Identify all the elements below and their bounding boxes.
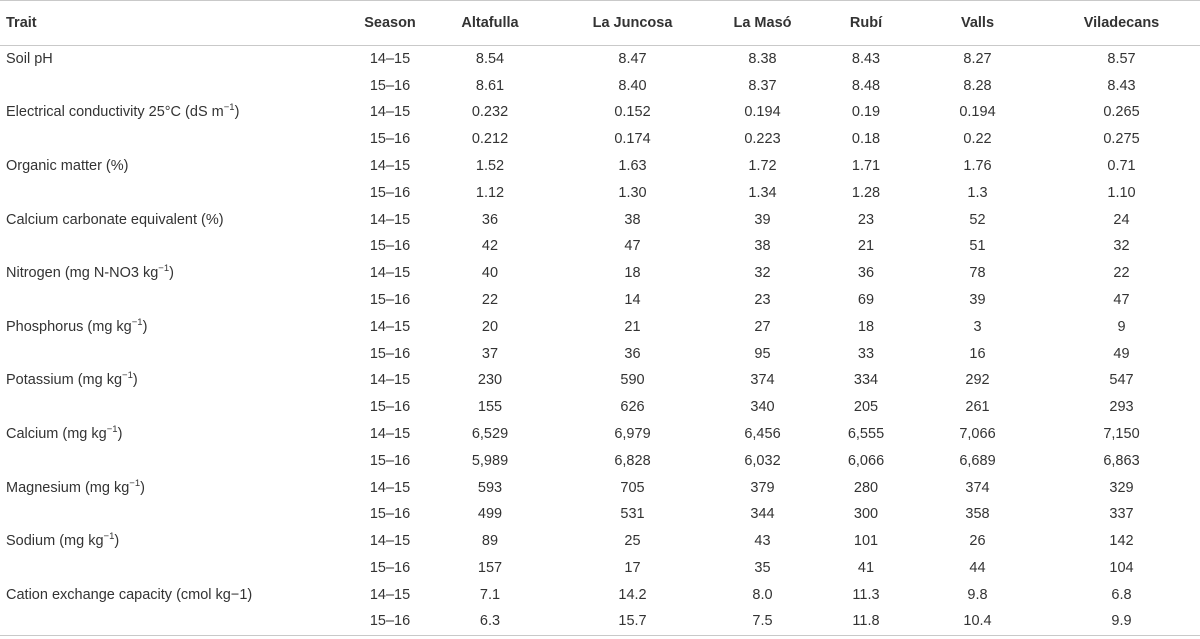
season-cell: 14–15: [369, 479, 411, 496]
season-cell: 15–16: [369, 77, 411, 94]
value-cell: 1.3: [967, 184, 988, 201]
value-cell: 8.47: [618, 51, 647, 68]
table-row: [0, 99, 1200, 126]
season-cell: 15–16: [369, 131, 411, 148]
value-cell: 52: [969, 211, 986, 228]
trait-label: Magnesium (mg kg: [6, 479, 130, 496]
value-cell: 1.12: [475, 184, 505, 201]
value-cell: 8.27: [963, 51, 992, 68]
value-cell: 9.8: [967, 586, 988, 603]
season-cell: 15–16: [369, 238, 411, 255]
value-cell: 0.223: [744, 131, 781, 148]
value-cell: 1.52: [475, 158, 505, 175]
season-cell: 14–15: [369, 372, 411, 389]
trait-unit-exponent: −1: [106, 424, 118, 436]
value-cell: 329: [1109, 479, 1134, 496]
trait-label: Potassium (mg kg: [6, 372, 123, 389]
value-cell: 40: [481, 265, 499, 282]
value-cell: 230: [477, 372, 503, 389]
value-cell: 531: [620, 506, 645, 523]
table-row: [0, 260, 1200, 287]
value-cell: 104: [1109, 560, 1134, 577]
value-cell: 26: [969, 533, 986, 550]
value-cell: 142: [1109, 533, 1134, 550]
value-cell: 0.22: [963, 131, 992, 148]
trait-unit-exponent: −1: [122, 370, 133, 382]
season-cell: 15–16: [369, 452, 411, 469]
table-row: [0, 126, 1200, 153]
value-cell: 49: [1113, 345, 1130, 362]
table-row: [0, 233, 1200, 260]
trait-cell: [0, 394, 330, 421]
value-cell: 7.1: [479, 586, 501, 603]
value-cell: 6,456: [744, 426, 781, 443]
value-cell: 6,979: [614, 426, 651, 443]
trait-label: Calcium carbonate equivalent (%): [6, 211, 224, 228]
value-cell: 499: [477, 506, 503, 523]
value-cell: 18: [857, 318, 875, 335]
value-cell: 3: [973, 318, 982, 335]
value-cell: 292: [965, 372, 990, 389]
value-cell: 69: [857, 292, 875, 309]
value-cell: 36: [624, 345, 641, 362]
value-cell: 0.174: [614, 131, 651, 148]
header-site-la-juncosa: La Juncosa: [560, 1, 705, 46]
value-cell: 22: [481, 292, 499, 309]
trait-cell: [0, 206, 330, 233]
table-row: [0, 501, 1200, 528]
value-cell: 17: [624, 560, 641, 577]
value-cell: 205: [853, 399, 879, 416]
trait-label-suffix: ): [234, 104, 240, 121]
value-cell: 101: [853, 533, 879, 550]
trait-label: Calcium (mg kg: [6, 426, 107, 443]
value-cell: 9.9: [1043, 608, 1200, 635]
table-row: [0, 421, 1200, 448]
value-cell: 8.43: [851, 51, 881, 68]
trait-cell: [0, 179, 330, 206]
value-cell: 0.212: [471, 131, 509, 148]
season-cell: 14–15: [369, 104, 411, 121]
value-cell: 0.71: [1107, 158, 1136, 175]
value-cell: 6,828: [614, 452, 651, 469]
value-cell: 0.19: [851, 104, 881, 121]
trait-label: Phosphorus (mg kg: [6, 318, 132, 335]
season-cell: 14–15: [369, 158, 411, 175]
trait-label-suffix: ): [117, 426, 123, 443]
trait-cell: [0, 340, 330, 367]
value-cell: 36: [481, 211, 499, 228]
value-cell: 1.76: [963, 158, 992, 175]
value-cell: 51: [969, 238, 986, 255]
trait-cell: [0, 233, 330, 260]
trait-cell: [0, 608, 330, 635]
value-cell: 32: [1113, 238, 1130, 255]
season-cell: 14–15: [369, 51, 411, 68]
trait-unit-exponent: −1: [129, 477, 141, 489]
trait-label: Soil pH: [6, 51, 53, 68]
value-cell: 1.10: [1107, 184, 1136, 201]
value-cell: 21: [624, 318, 641, 335]
table-body: [0, 46, 1200, 636]
value-cell: 38: [754, 238, 771, 255]
value-cell: 6,555: [847, 426, 885, 443]
value-cell: 33: [857, 345, 875, 362]
value-cell: 593: [477, 479, 503, 496]
value-cell: 590: [620, 372, 645, 389]
value-cell: 41: [857, 560, 875, 577]
trait-cell: [0, 555, 330, 582]
trait-cell: [0, 581, 330, 608]
value-cell: 15.7: [560, 608, 705, 635]
value-cell: 8.48: [851, 77, 881, 94]
value-cell: 6,066: [847, 452, 885, 469]
value-cell: 6.8: [1111, 586, 1132, 603]
value-cell: 11.8: [820, 608, 912, 635]
season-cell: 15–16: [369, 506, 411, 523]
value-cell: 7,150: [1103, 426, 1140, 443]
trait-label-suffix: ): [114, 533, 120, 550]
header-season: Season: [330, 1, 420, 46]
trait-cell: [0, 126, 330, 153]
value-cell: 0.152: [614, 104, 651, 121]
trait-cell: [0, 99, 330, 126]
trait-label-suffix: ): [140, 479, 145, 496]
header-site-valls: Valls: [912, 1, 1043, 46]
value-cell: 8.0: [752, 586, 773, 603]
table-row: [0, 340, 1200, 367]
table-row: [0, 206, 1200, 233]
trait-cell: [0, 367, 330, 394]
trait-label: Nitrogen (mg N-NO3 kg: [6, 265, 159, 282]
trait-cell: [0, 153, 330, 180]
season-cell: 14–15: [369, 426, 411, 443]
season-cell: 14–15: [369, 318, 411, 335]
trait-label-suffix: ): [142, 318, 148, 335]
value-cell: 37: [481, 345, 499, 362]
value-cell: 547: [1109, 372, 1134, 389]
value-cell: 1.72: [748, 158, 777, 175]
trait-label-suffix: ): [169, 265, 174, 282]
value-cell: 0.18: [851, 131, 881, 148]
value-cell: 6,863: [1103, 452, 1140, 469]
table-row: [0, 608, 1200, 635]
value-cell: 6,032: [744, 452, 781, 469]
value-cell: 6,689: [959, 452, 996, 469]
value-cell: 358: [965, 506, 990, 523]
value-cell: 14: [624, 292, 641, 309]
value-cell: 8.40: [618, 77, 647, 94]
season-cell: 15–16: [369, 184, 411, 201]
value-cell: 8.37: [748, 77, 777, 94]
season-cell: 15–16: [330, 608, 420, 635]
trait-cell: [0, 447, 330, 474]
table-row: [0, 581, 1200, 608]
value-cell: 8.28: [963, 77, 992, 94]
value-cell: 300: [853, 506, 879, 523]
value-cell: 5,989: [471, 452, 509, 469]
value-cell: 344: [750, 506, 775, 523]
value-cell: 42: [481, 238, 499, 255]
value-cell: 16: [969, 345, 986, 362]
value-cell: 8.54: [475, 51, 505, 68]
season-cell: 15–16: [369, 345, 411, 362]
value-cell: 157: [477, 560, 503, 577]
trait-cell: [0, 474, 330, 501]
table-row: [0, 287, 1200, 314]
value-cell: 8.43: [1107, 77, 1136, 94]
table-row: [0, 179, 1200, 206]
value-cell: 261: [965, 399, 990, 416]
value-cell: 23: [857, 211, 875, 228]
value-cell: 334: [853, 372, 879, 389]
value-cell: 337: [1109, 506, 1134, 523]
value-cell: 27: [754, 318, 771, 335]
trait-label-suffix: ): [132, 372, 138, 389]
value-cell: 705: [620, 479, 645, 496]
value-cell: 78: [969, 265, 986, 282]
value-cell: 6.3: [420, 608, 560, 635]
value-cell: 1.63: [618, 158, 647, 175]
value-cell: 1.34: [748, 184, 777, 201]
value-cell: 0.265: [1103, 104, 1140, 121]
value-cell: 0.275: [1103, 131, 1140, 148]
trait-label: Sodium (mg kg: [6, 533, 104, 550]
value-cell: 8.57: [1107, 51, 1136, 68]
value-cell: 374: [965, 479, 990, 496]
value-cell: 8.61: [475, 77, 505, 94]
table-header-row: [0, 1, 1200, 46]
value-cell: 25: [624, 533, 641, 550]
trait-cell: [0, 528, 330, 555]
table-row: [0, 153, 1200, 180]
season-cell: 14–15: [369, 586, 411, 603]
value-cell: 0.194: [744, 104, 781, 121]
value-cell: 340: [750, 399, 775, 416]
value-cell: 7,066: [959, 426, 996, 443]
season-cell: 14–15: [369, 211, 411, 228]
table-row: [0, 528, 1200, 555]
value-cell: 32: [754, 265, 771, 282]
header-site-la-maso: La Masó: [705, 1, 820, 46]
table-row: [0, 72, 1200, 99]
trait-unit-exponent: −1: [223, 102, 235, 114]
trait-cell: [0, 501, 330, 528]
value-cell: 626: [620, 399, 645, 416]
value-cell: 47: [624, 238, 641, 255]
value-cell: 14.2: [618, 586, 647, 603]
trait-label: Organic matter (%): [6, 158, 129, 175]
value-cell: 89: [481, 533, 499, 550]
value-cell: 22: [1113, 265, 1130, 282]
value-cell: 38: [624, 211, 641, 228]
season-cell: 15–16: [369, 560, 411, 577]
header-site-rubi: Rubí: [820, 1, 912, 46]
table-row: [0, 394, 1200, 421]
value-cell: 1.71: [851, 158, 881, 175]
trait-label: Cation exchange capacity (cmol kg−1): [6, 586, 253, 603]
season-cell: 15–16: [369, 399, 411, 416]
value-cell: 24: [1113, 211, 1130, 228]
trait-cell: [0, 421, 330, 448]
table-row: [0, 367, 1200, 394]
value-cell: 39: [969, 292, 986, 309]
table-row: [0, 474, 1200, 501]
header-trait: Trait: [0, 1, 330, 46]
value-cell: 36: [857, 265, 875, 282]
value-cell: 1.30: [618, 184, 647, 201]
value-cell: 10.4: [912, 608, 1043, 635]
value-cell: 9: [1117, 318, 1126, 335]
trait-unit-exponent: −1: [103, 531, 115, 543]
value-cell: 39: [754, 211, 771, 228]
trait-unit-exponent: −1: [158, 263, 170, 275]
season-cell: 15–16: [369, 292, 411, 309]
value-cell: 23: [754, 292, 771, 309]
season-cell: 14–15: [369, 265, 411, 282]
trait-cell: [0, 46, 330, 73]
value-cell: 293: [1109, 399, 1134, 416]
table-row: [0, 46, 1200, 73]
value-cell: 44: [969, 560, 986, 577]
value-cell: 7.5: [705, 608, 820, 635]
value-cell: 0.194: [959, 104, 996, 121]
value-cell: 95: [754, 345, 771, 362]
value-cell: 6,529: [471, 426, 509, 443]
value-cell: 43: [754, 533, 771, 550]
trait-cell: [0, 313, 330, 340]
value-cell: 0.232: [471, 104, 509, 121]
trait-cell: [0, 260, 330, 287]
value-cell: 8.38: [748, 51, 777, 68]
table-row: [0, 447, 1200, 474]
value-cell: 11.3: [852, 586, 880, 603]
value-cell: 379: [750, 479, 775, 496]
value-cell: 1.28: [851, 184, 881, 201]
table-row: [0, 555, 1200, 582]
value-cell: 47: [1113, 292, 1130, 309]
trait-cell: [0, 72, 330, 99]
trait-unit-exponent: −1: [131, 317, 143, 329]
value-cell: 35: [754, 560, 771, 577]
value-cell: 155: [477, 399, 503, 416]
header-site-viladecans: Viladecans: [1043, 1, 1200, 46]
trait-label: Electrical conductivity 25°C (dS m: [6, 104, 224, 121]
header-site-altafulla: Altafulla: [420, 1, 560, 46]
table-row: [0, 313, 1200, 340]
trait-cell: [0, 287, 330, 314]
value-cell: 21: [857, 238, 875, 255]
value-cell: 18: [624, 265, 641, 282]
value-cell: 280: [853, 479, 879, 496]
season-cell: 14–15: [369, 533, 411, 550]
value-cell: 374: [750, 372, 775, 389]
value-cell: 20: [481, 318, 499, 335]
